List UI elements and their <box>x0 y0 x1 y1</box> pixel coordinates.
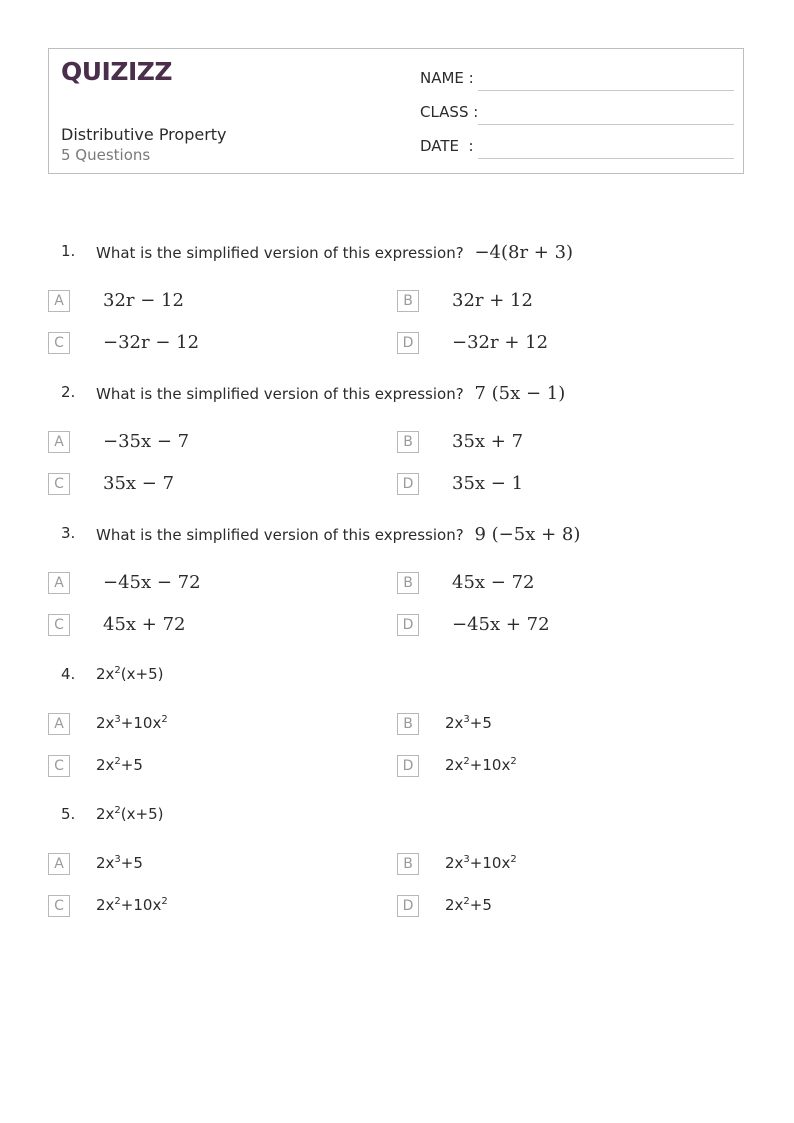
option-a-box[interactable]: A <box>48 853 70 875</box>
option-a-box[interactable]: A <box>48 713 70 735</box>
question-number: 2. <box>61 383 76 401</box>
date-line <box>478 157 734 159</box>
name-label: NAME : <box>420 69 474 87</box>
question-expression: 7 (5x − 1) <box>474 383 566 404</box>
option-b-text[interactable]: 35x + 7 <box>452 431 524 452</box>
question-prompt: What is the simplified version of this expression? <box>96 526 464 544</box>
option-d-text[interactable]: $2x^2+10x^2$ <box>445 756 517 774</box>
option-d-box[interactable]: D <box>397 755 419 777</box>
option-b-text[interactable]: $2x^3+10x^2$ <box>445 854 517 872</box>
term-base: 2x <box>96 805 115 823</box>
option-a-text[interactable]: $2x^3+10x^2$ <box>96 714 168 732</box>
exponent: 2 <box>114 805 121 816</box>
option-b-text[interactable]: 32r + 12 <box>452 290 533 311</box>
option-b-box[interactable]: B <box>397 431 419 453</box>
question-prompt: What is the simplified version of this expression? <box>96 385 464 403</box>
option-b-box[interactable]: B <box>397 290 419 312</box>
term-base: 2x <box>96 665 115 683</box>
question-count: 5 Questions <box>61 146 151 164</box>
question-expression: 9 (−5x + 8) <box>474 524 581 545</box>
option-c-text[interactable]: $2x^2+10x^2$ <box>96 896 168 914</box>
class-line <box>478 123 734 125</box>
option-d-box[interactable]: D <box>397 614 419 636</box>
term-rest: (x+5) <box>120 665 164 683</box>
option-d-text[interactable]: $2x^2+5$ <box>445 896 492 914</box>
question-text <box>96 805 164 823</box>
question-text <box>96 524 580 545</box>
option-a-text[interactable]: $2x^3+5$ <box>96 854 143 872</box>
question-number: 1. <box>61 242 76 260</box>
date-field[interactable] <box>420 137 474 155</box>
option-c-text[interactable]: 45x + 72 <box>103 614 186 635</box>
option-b-box[interactable]: B <box>397 853 419 875</box>
date-label: DATE : <box>420 137 474 155</box>
option-d-text[interactable]: −45x + 72 <box>452 614 550 635</box>
option-c-box[interactable]: C <box>48 473 70 495</box>
question-number: 3. <box>61 524 76 542</box>
option-d-box[interactable]: D <box>397 895 419 917</box>
quizizz-logo: QUIZIZZ <box>61 57 173 86</box>
option-a-text[interactable]: −45x − 72 <box>103 572 201 593</box>
question-prompt: What is the simplified version of this expression? <box>96 244 464 262</box>
name-field[interactable] <box>420 69 474 87</box>
option-d-text[interactable]: −32r + 12 <box>452 332 549 353</box>
option-a-box[interactable]: A <box>48 572 70 594</box>
option-a-box[interactable]: A <box>48 431 70 453</box>
option-d-box[interactable]: D <box>397 332 419 354</box>
class-field[interactable] <box>420 103 478 121</box>
option-d-text[interactable]: 35x − 1 <box>452 473 524 494</box>
question-text <box>96 242 573 263</box>
question-text <box>96 383 565 404</box>
option-d-box[interactable]: D <box>397 473 419 495</box>
option-a-text[interactable]: −35x − 7 <box>103 431 190 452</box>
option-c-box[interactable]: C <box>48 895 70 917</box>
option-b-box[interactable]: B <box>397 572 419 594</box>
option-c-box[interactable]: C <box>48 332 70 354</box>
option-c-box[interactable]: C <box>48 614 70 636</box>
class-label: CLASS : <box>420 103 479 121</box>
exponent: 2 <box>114 665 121 676</box>
option-c-text[interactable]: 35x − 7 <box>103 473 175 494</box>
option-c-text[interactable]: $2x^2+5$ <box>96 756 143 774</box>
option-a-text[interactable]: 32r − 12 <box>103 290 184 311</box>
term-rest: (x+5) <box>120 805 164 823</box>
worksheet-title: Distributive Property <box>61 125 227 144</box>
option-c-box[interactable]: C <box>48 755 70 777</box>
question-text <box>96 665 164 683</box>
option-b-box[interactable]: B <box>397 713 419 735</box>
option-c-text[interactable]: −32r − 12 <box>103 332 200 353</box>
question-number: 5. <box>61 805 76 823</box>
option-b-text[interactable]: 45x − 72 <box>452 572 535 593</box>
question-number: 4. <box>61 665 76 683</box>
worksheet-header <box>48 48 744 174</box>
question-expression: −4(8r + 3) <box>474 242 574 263</box>
name-line <box>478 89 734 91</box>
option-b-text[interactable]: $2x^3+5$ <box>445 714 492 732</box>
option-a-box[interactable]: A <box>48 290 70 312</box>
